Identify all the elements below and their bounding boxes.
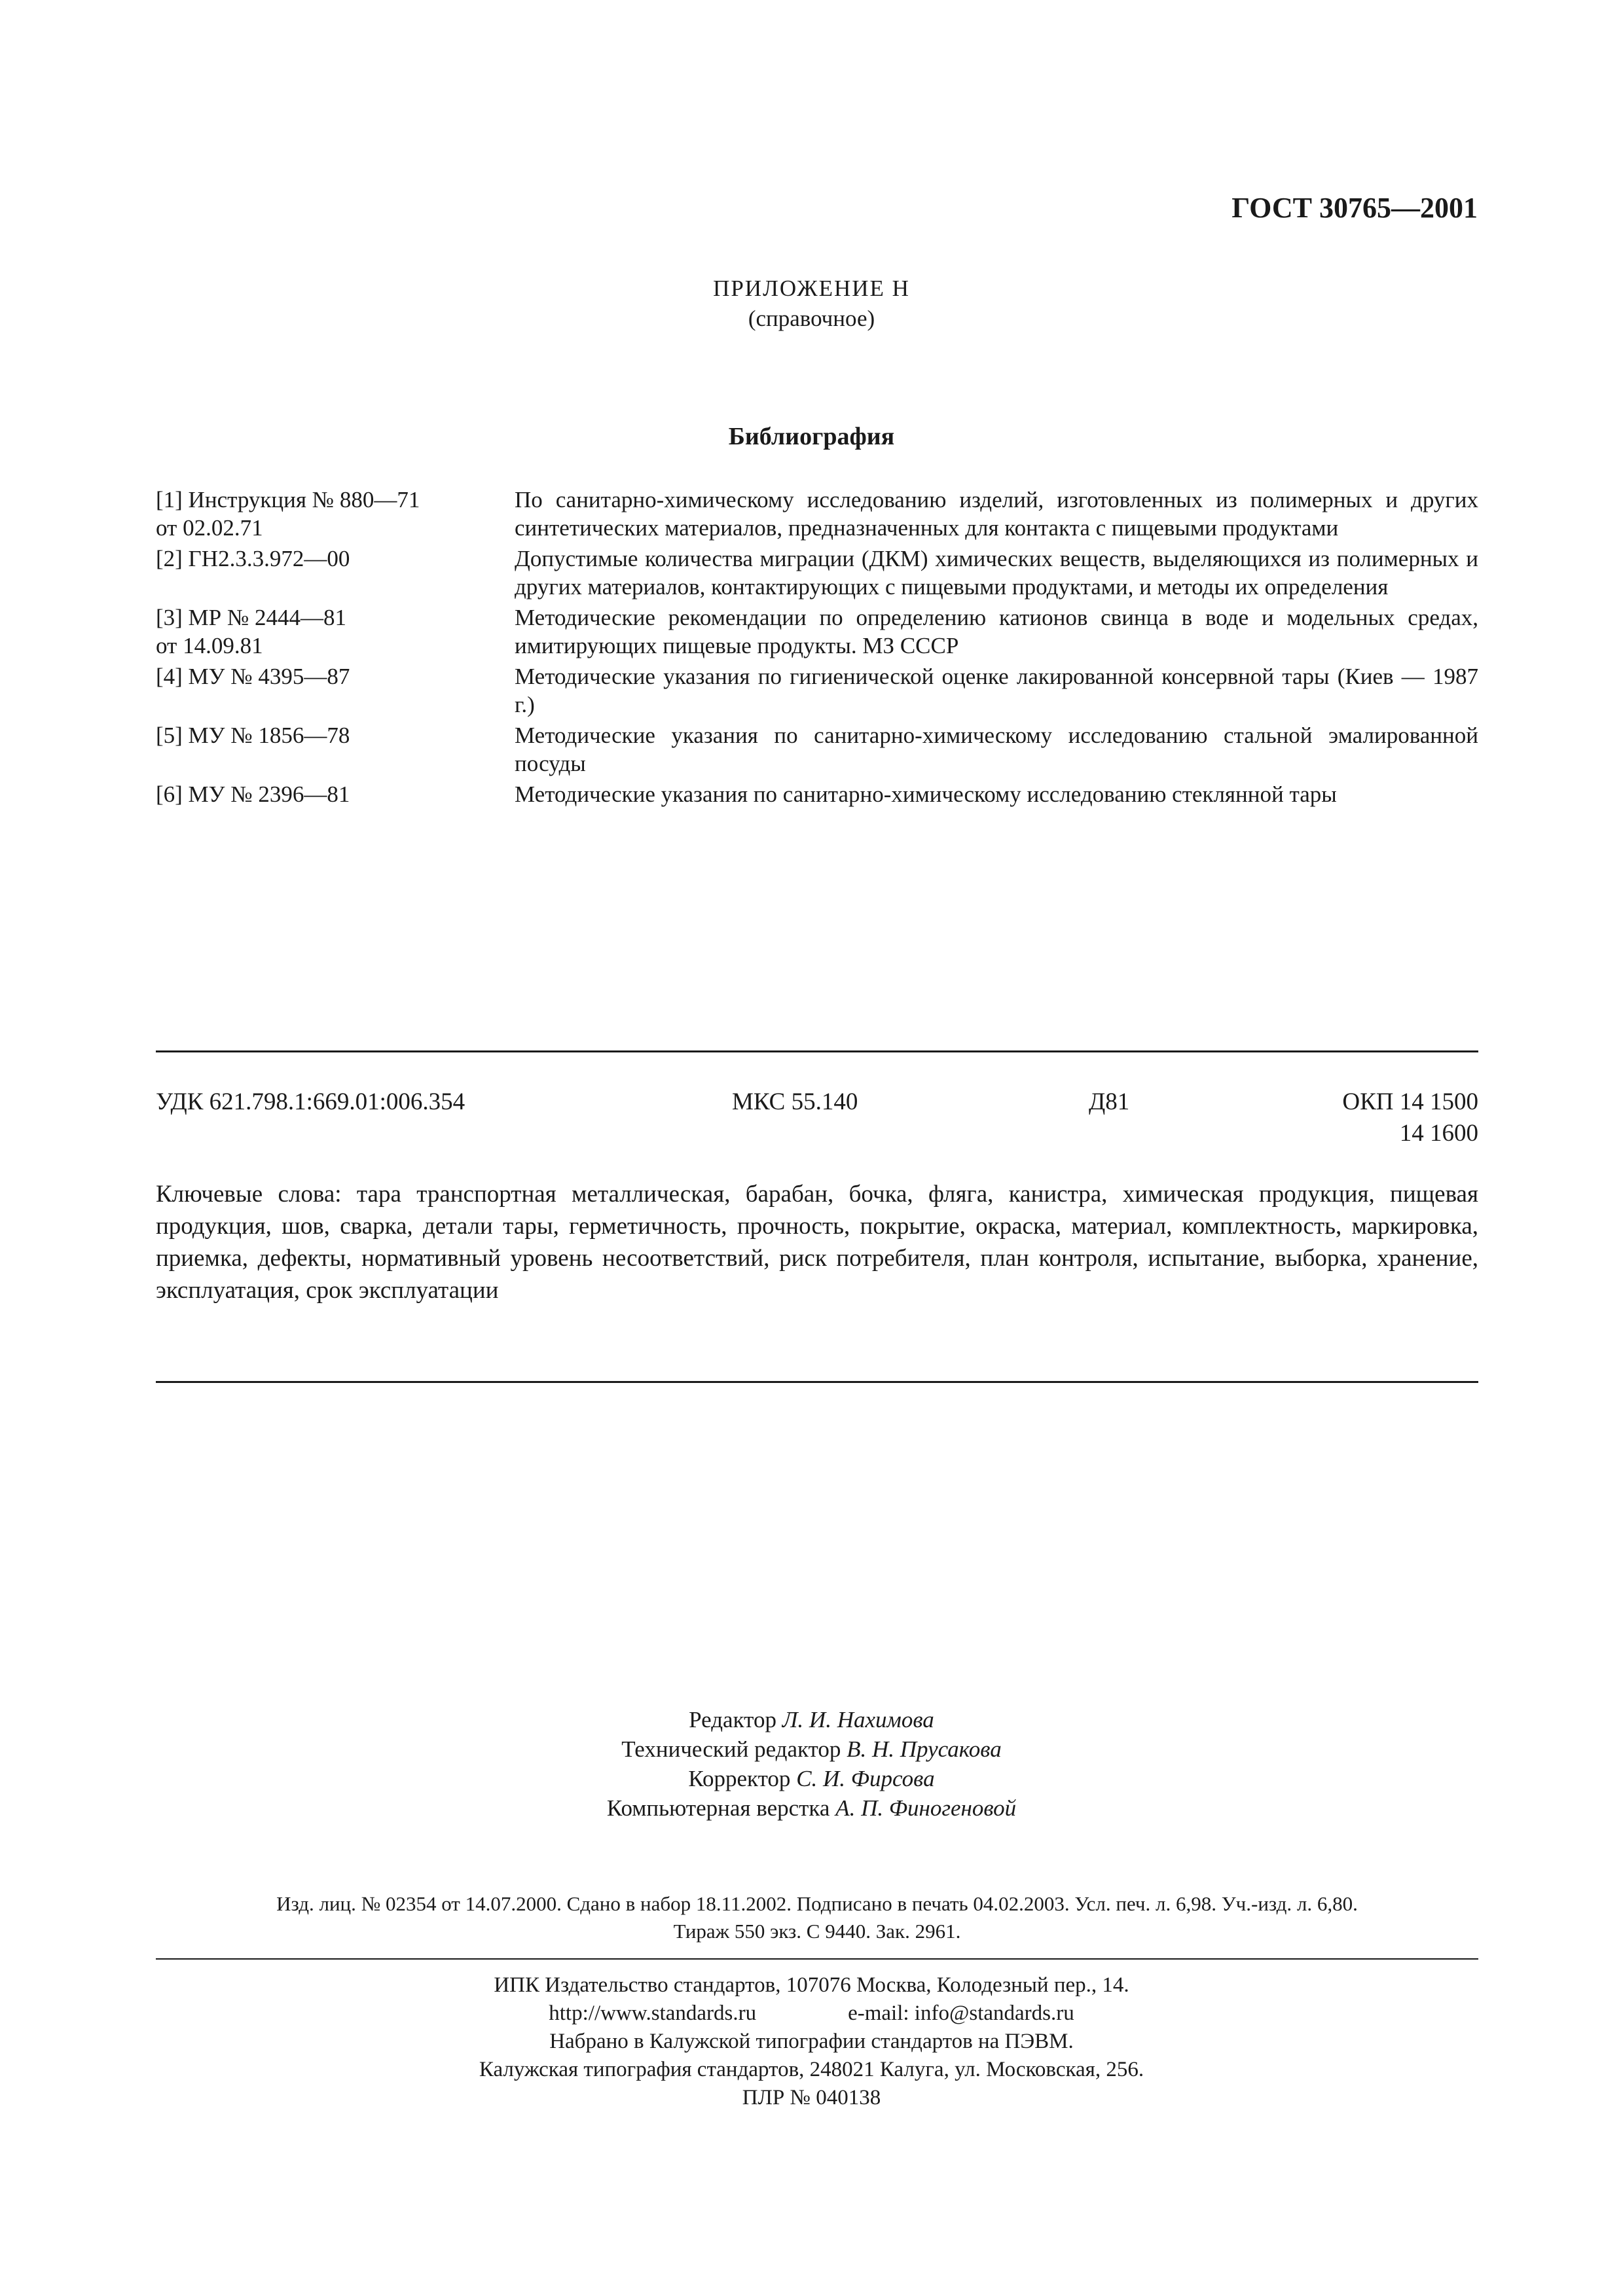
appendix-header [0,274,1623,334]
bibliography-item [156,780,1478,808]
imprint [0,1971,1623,2112]
credit-name: С. И. Фирсова [796,1766,935,1791]
imprint-website: http://www.standards.ru [549,2001,757,2025]
credit-role: Компьютерная верстка [606,1795,830,1821]
standard-id: ГОСТ 30765—2001 [1231,192,1478,224]
bibliography-desc: Методические указания по санитарно-химическому исследованию стальной эмалированной посуды [515,723,1478,776]
udk-code: УДК 621.798.1:669.01:006.354 [156,1088,465,1115]
imprint-typeset: Набрано в Калужской типографии стандартов на ПЭВМ. [549,2030,1074,2053]
credit-name: В. Н. Прусакова [847,1736,1002,1762]
bibliography-ref: [5] МУ № 1856—78 [156,723,350,748]
bibliography-ref: [1] Инструкция № 880—71 от 02.02.71 [156,487,420,541]
credit-layout [0,1793,1623,1823]
credit-tech-editor [0,1734,1623,1764]
publishing-line-1: Изд. лиц. № 02354 от 14.07.2000. Сдано в набор 18.11.2002. Подписано в печать 04.02.2003. Усл. печ. л. 6,98. Уч.-изд. л. 6,80. [276,1892,1358,1915]
bibliography-item [156,545,1478,601]
keywords: Ключевые слова: тара транспортная металлическая, барабан, бочка, фляга, канистра, химическая продукция, пищевая продукция, шов, сварка, детали тары, герметичность, прочность, покрытие, окраска, материал, комплектность, маркировка, приемка, дефекты, нормативный уровень несоответствий, риск потребителя, план контроля, испытание, выборка, хранение, эксплуатация, срок эксплуатации [156,1181,1478,1304]
publishing-info [156,1890,1478,1945]
bibliography-desc: По санитарно-химическому исследованию изделий, изготовленных из полимерных и других синтетических материалов, предназначенных для контакта с пищевыми продуктами [515,487,1478,541]
credits [0,1705,1623,1823]
bibliography-desc: Методические указания по гигиенической оценке лакированной консервной тары (Киев — 1987 г.) [515,664,1478,717]
credit-role: Редактор [689,1707,776,1732]
credit-role: Корректор [688,1766,791,1791]
divider-imprint [156,1958,1478,1960]
bibliography-ref: [2] ГН2.3.3.972—00 [156,546,350,571]
appendix-title: ПРИЛОЖЕНИЕ Н [713,276,910,301]
mks-code: МКС 55.140 [732,1088,858,1115]
okp-code-2: 14 1600 [1399,1120,1478,1147]
bibliography-desc: Допустимые количества миграции (ДКМ) химических веществ, выделяющихся из полимерных и других материалов, контактирующих с пищевыми продуктами, и методы их определения [515,546,1478,600]
credit-role: Технический редактор [621,1736,841,1762]
okp-codes [1342,1086,1478,1149]
imprint-contacts [0,2000,1623,2028]
bibliography-item [156,603,1478,660]
d-code: Д81 [1089,1088,1130,1115]
bibliography-ref: [6] МУ № 2396—81 [156,781,350,807]
imprint-publisher: ИПК Издательство стандартов, 107076 Москва, Колодезный пер., 14. [494,1973,1129,1997]
bibliography-ref: [3] МР № 2444—81 от 14.09.81 [156,605,347,658]
bibliography-list [156,486,1478,811]
okp-code-1: ОКП 14 1500 [1342,1088,1478,1115]
imprint-plr: ПЛР № 040138 [742,2086,881,2109]
bibliography-ref: [4] МУ № 4395—87 [156,664,350,689]
credit-name: А. П. Финогеновой [835,1795,1017,1821]
bibliography-desc: Методические рекомендации по определению катионов свинца в воде и модельных средах, имитирующих пищевые продукты. МЗ СССР [515,605,1478,658]
publishing-line-2: Тираж 550 экз. С 9440. Зак. 2961. [673,1920,961,1943]
bibliography-desc: Методические указания по санитарно-химическому исследованию стеклянной тары [515,781,1337,807]
bibliography-item [156,721,1478,778]
bibliography-item [156,486,1478,542]
bibliography-heading: Библиография [728,423,895,450]
credit-name: Л. И. Нахимова [782,1707,934,1732]
credit-editor [0,1705,1623,1734]
imprint-printer: Калужская типография стандартов, 248021 Калуга, ул. Московская, 256. [479,2058,1144,2081]
imprint-email: e-mail: info@standards.ru [848,2001,1074,2025]
divider-top [156,1050,1478,1052]
divider-keywords [156,1381,1478,1383]
bibliography-item [156,662,1478,719]
appendix-subtitle: (справочное) [748,306,875,331]
credit-proofreader [0,1764,1623,1793]
